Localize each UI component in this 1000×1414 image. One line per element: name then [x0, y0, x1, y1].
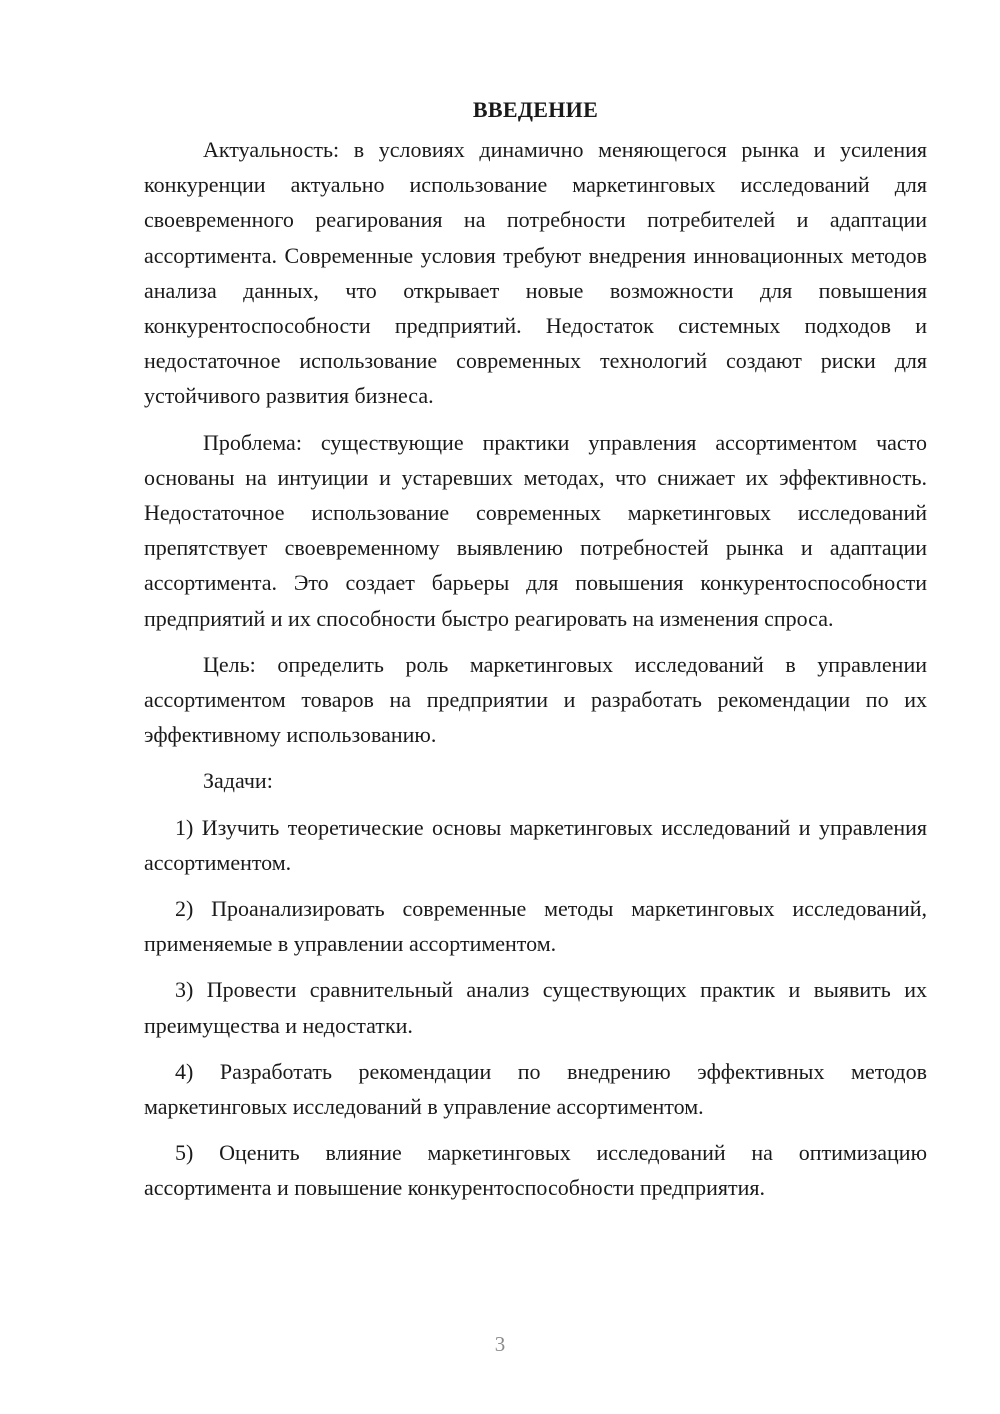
paragraph-tasks-label: Задачи:: [203, 768, 273, 794]
task-item-3: 3) Провести сравнительный анализ существующих практик и выявить их преимущества и недостатки.: [144, 977, 927, 1038]
paragraph-goal: Цель: определить роль маркетинговых исследований в управлении ассортиментом товаров на предприятии и разработать рекомендации по их эффективному использованию.: [144, 651, 927, 748]
section-heading: ВВЕДЕНИЕ: [472, 97, 599, 122]
document-page: [144, 92, 927, 1206]
page-number: 3: [494, 1332, 506, 1356]
task-item-2: 2) Проанализировать современные методы маркетинговых исследований, применяемые в управлении ассортиментом.: [144, 896, 927, 957]
paragraph-problem: Проблема: существующие практики управления ассортиментом часто основаны на интуиции и устаревших методах, что снижает их эффективность. Недостаточное использование современных маркетинговых исследований препятствует своевременному выявлению потребностей рынка и адаптации ассортимента. Это создает барьеры для повышения конкурентоспособности предприятий и их способности быстро реагировать на изменения спроса.: [144, 429, 927, 631]
task-item-1: 1) Изучить теоретические основы маркетинговых исследований и управления ассортиментом.: [144, 814, 927, 875]
task-item-4: 4) Разработать рекомендации по внедрению эффективных методов маркетинговых исследований в управление ассортиментом.: [144, 1058, 927, 1120]
task-item-5: 5) Оценить влияние маркетинговых исследований на оптимизацию ассортимента и повышение конкурентоспособности предприятия.: [144, 1140, 927, 1201]
paragraph-relevance: Актуальность: в условиях динамично меняющегося рынка и усиления конкуренции актуально использование маркетинговых исследований для своевременного реагирования на потребности потребителей и адаптации ассортимента. Современные условия требуют внедрения инновационных методов анализа данных, что открывает новые возможности для повышения конкурентоспособности предприятий. Недостаток системных подходов и недостаточное использование современных технологий создают риски для устойчивого развития бизнеса.: [144, 137, 927, 409]
